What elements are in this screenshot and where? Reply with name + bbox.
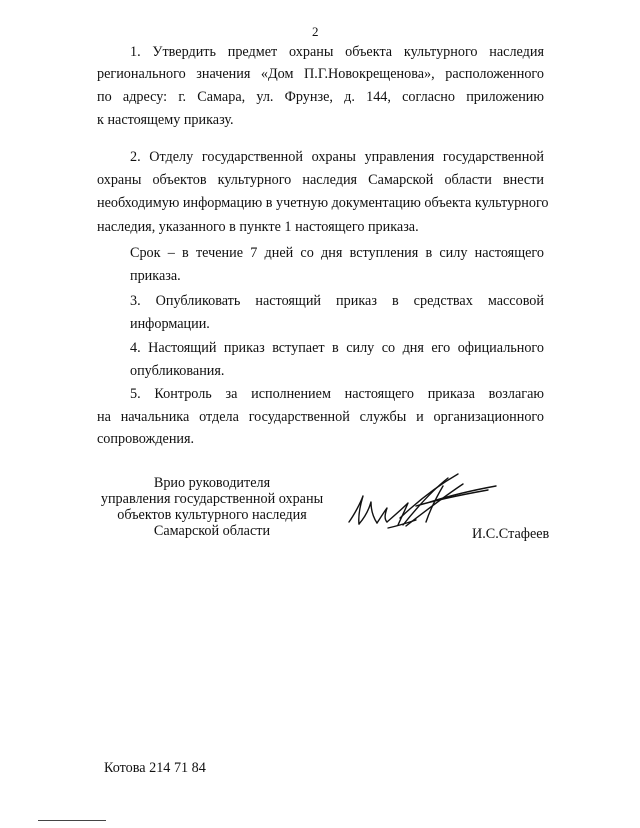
signatory-title-line: Врио руководителя [153,475,271,491]
item-1-line-1: 1. Утвердить предмет охраны объекта культурного наследия [130,44,544,60]
signatory-title-line: управления государственной охраны [100,491,324,507]
bottom-rule [38,820,106,821]
item-5-line-3: сопровождения. [97,431,195,447]
item-2-line-2: охраны объектов культурного наследия Самарской области внести [97,172,544,188]
item-1-line-4: к настоящему приказу. [97,112,234,128]
signer-name: И.С.Стафеев [472,526,550,542]
item-2-line-3: необходимую информацию в учетную документацию объекта культурного [97,195,549,211]
item-4-line-1: 4. Настоящий приказ вступает в силу со дня его официального [130,340,544,356]
item-4-line-2: опубликования. [130,363,225,379]
signatory-title-line: объектов культурного наследия [117,507,307,523]
item-1-line-2: регионального значения «Дом П.Г.Новокрещенова», расположенного [97,66,544,82]
deadline-line-2: приказа. [130,268,181,284]
signatory-title-line: Самарской области [153,523,271,539]
item-2-line-1: 2. Отделу государственной охраны управления государственной [130,149,544,165]
signatory-title-block [82,475,342,539]
item-3-line-2: информации. [130,316,210,332]
deadline-line-1: Срок – в течение 7 дней со дня вступления в силу настоящего [130,245,544,261]
item-3-line-1: 3. Опубликовать настоящий приказ в средствах массовой [130,293,544,309]
executor-contact: Котова 214 71 84 [104,760,206,776]
item-1-line-3: по адресу: г. Самара, ул. Фрунзе, д. 144, согласно приложению [97,89,544,105]
item-5-line-2: на начальника отдела государственной службы и организационного [97,409,544,425]
item-5-line-1: 5. Контроль за исполнением настоящего приказа возлагаю [130,386,544,402]
page-number: 2 [312,24,319,39]
item-2-line-4: наследия, указанного в пункте 1 настоящего приказа. [97,219,419,235]
